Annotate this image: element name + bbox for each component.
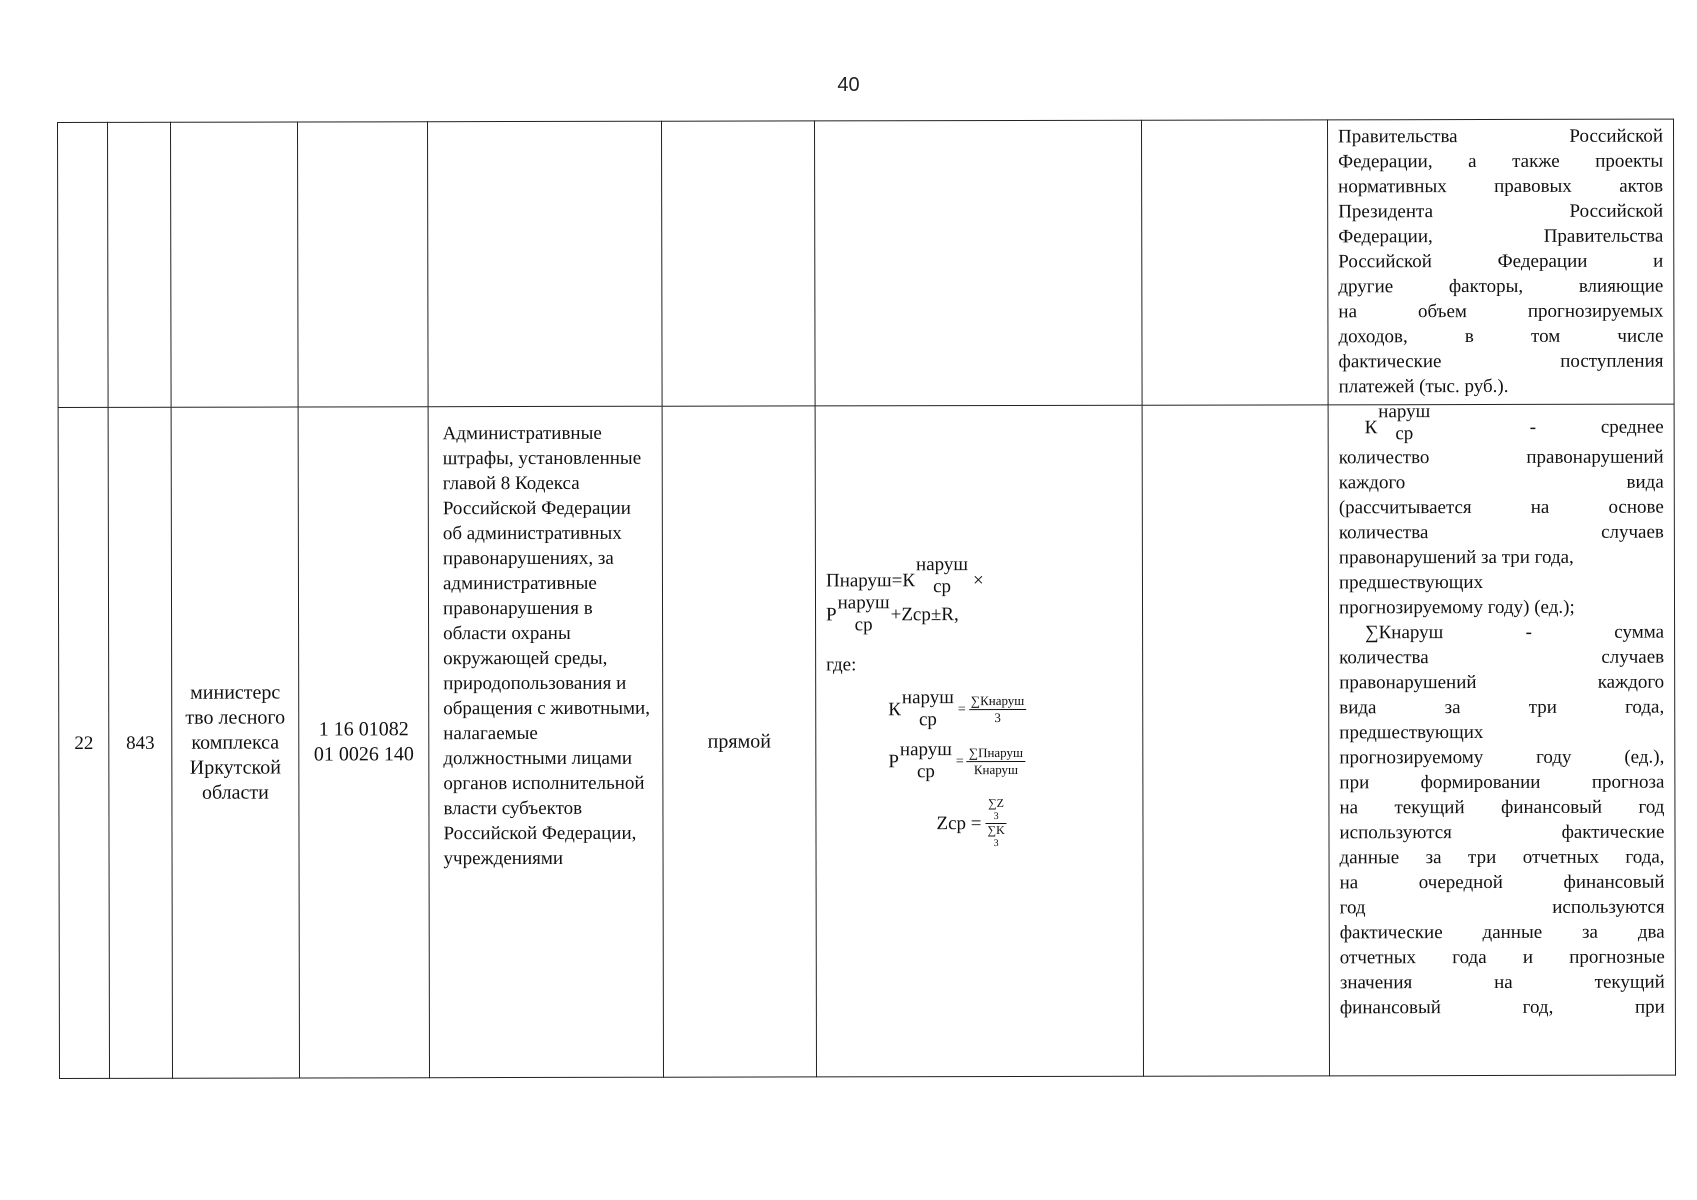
formula-z-fraction [985,797,1006,850]
description-line: предшествующих [1339,722,1484,744]
cell-income-name: Административные штрафы, установленные главой 8 Кодекса Российской Федерации об административных правонарушениях, за административные правонарушения в области охраны окружающей среды, природопользования и обращения с животными, налагаемые должностными лицами органов исполнительной власти субъектов Российской Федерации, учреждениями [428,406,663,1077]
formula-p: Р [826,603,837,625]
formula-sup: наруш [901,687,954,709]
description-line: Федерации, Правительства [1338,225,1664,248]
cell-formula [815,405,1143,1077]
z-num-top: ∑Z [988,796,1005,811]
cell-method-empty [661,121,815,406]
revenue-forecast-table [57,119,1676,1079]
formula-z-lhs: Zср = [936,813,982,835]
fraction-denominator: Кнаруш [973,761,1019,777]
description-line: используются фактические [1339,821,1665,844]
description-line: правонарушений за три года, [1338,546,1574,569]
formula-sub: ср [916,761,935,783]
formula-sub: ср [933,576,952,598]
formula-z-definition [936,797,1132,850]
fraction-denominator: 3 [994,709,1001,725]
cell-administrator-empty [171,122,299,407]
description-k-sub: ср [1395,423,1414,445]
table-row-22 [58,404,1675,1078]
description-k-text: - среднее [1529,416,1664,438]
z-den-top: ∑K [987,823,1005,838]
formula-sup: наруш [916,554,969,576]
table-row-continuation [58,119,1675,407]
description-line: фактические данные за два [1339,921,1665,944]
description-line: на объем прогнозируемых [1338,300,1664,323]
description-k-symbol-group [1364,401,1432,445]
formula-sub: ср [854,614,873,636]
description-line: другие факторы, влияющие [1338,275,1664,298]
description-line: Президента Российской [1338,200,1664,223]
description-line: (рассчитывается на основе [1338,496,1664,519]
fraction-numerator: ∑Кнаруш [969,692,1027,709]
description-line: отчетных года и прогнозные [1339,946,1665,969]
fraction-numerator [985,797,1006,824]
cell-kbk-empty [298,122,429,407]
description-line: предшествующих [1338,572,1484,594]
description-line: прогнозируемому году) (ед.); [1338,596,1575,619]
description-sum-line: ∑Кнаруш - сумма [1365,621,1665,644]
formula-equals: = [955,753,964,769]
description-line: доходов, в том числе [1338,325,1664,348]
formula-k-fraction [969,692,1027,725]
description-line: прогнозируемому году (ед.), [1339,746,1665,769]
description-line: каждого вида [1338,471,1664,494]
z-den-bottom: 3 [993,838,999,850]
formula-where: где: [826,654,857,676]
formula-p-fraction [967,744,1025,777]
description-line: правонарушений каждого [1339,671,1665,694]
cell-code-empty [108,122,172,407]
cell-description [1328,401,1675,1076]
description-line: при формировании прогноза [1339,771,1665,794]
description-line: Российской Федерации и [1338,250,1664,273]
description-line: фактические поступления [1338,350,1664,373]
formula-p-symbol: Р [888,750,899,772]
description-line: количество правонарушений [1338,446,1664,469]
formula-p-definition [888,739,1132,784]
description-line: финансовый год, при [1339,996,1665,1019]
formula-k-def-indices [902,687,954,731]
formula-k-indices [916,554,968,598]
kbk-line: 01 0026 140 [313,743,414,766]
cell-code: 843 [108,407,172,1078]
description-line: на очередной финансовый [1339,871,1665,894]
formula-k-definition [888,687,1132,732]
description-line: Правительства Российской [1338,125,1664,148]
formula-sup: наруш [837,592,890,614]
formula-equals: = [957,701,966,717]
formula-second-line [826,592,1132,637]
cell-extra [1142,405,1329,1076]
description-k-symbol: К [1364,416,1378,438]
description-line: год используются [1339,896,1665,919]
cell-extra-empty [1141,120,1328,405]
cell-method: прямой [662,406,816,1077]
description-k-indices [1378,401,1430,445]
description-line: платежей (тыс. руб.). [1338,375,1509,398]
cell-income-name-empty [428,121,663,406]
formula-lhs: Пнаруш=К [825,569,916,591]
kbk-line: 1 16 01082 [318,718,409,741]
cell-kbk [298,407,429,1078]
description-k-sup: наруш [1378,401,1431,423]
formula-times: × [973,569,984,591]
formula-p-def-indices [900,739,952,783]
cell-number-empty [58,122,109,407]
description-line: нормативных правовых актов [1338,175,1664,198]
cell-formula-empty [814,120,1142,406]
cell-administrator: министерс тво лесного комплекса Иркутской области [171,407,299,1078]
description-line: Федерации, а также проекты [1338,150,1664,173]
formula-sub: ср [918,709,937,731]
description-line: на текущий финансовый год [1339,796,1665,819]
cell-description-continuation [1327,119,1674,405]
page-number: 40 [837,74,860,96]
description-line: количества случаев [1339,646,1665,669]
description-k-line [1339,401,1664,446]
description-line: вида за три года, [1339,696,1665,719]
fraction-denominator [985,824,1006,850]
description-line: значения на текущий [1339,971,1665,994]
description-line: данные за три отчетных года, [1339,846,1665,869]
fraction-numerator: ∑Пнаруш [967,744,1025,761]
formula-k-symbol: К [888,698,901,720]
formula-block [825,554,1133,851]
cell-row-number: 22 [58,407,109,1078]
formula-tail: +Zср±R, [890,603,959,625]
formula-p-indices [838,592,890,636]
z-num-bottom: 3 [993,811,999,823]
description-line: количества случаев [1338,521,1664,544]
formula-sup: наруш [899,739,952,761]
